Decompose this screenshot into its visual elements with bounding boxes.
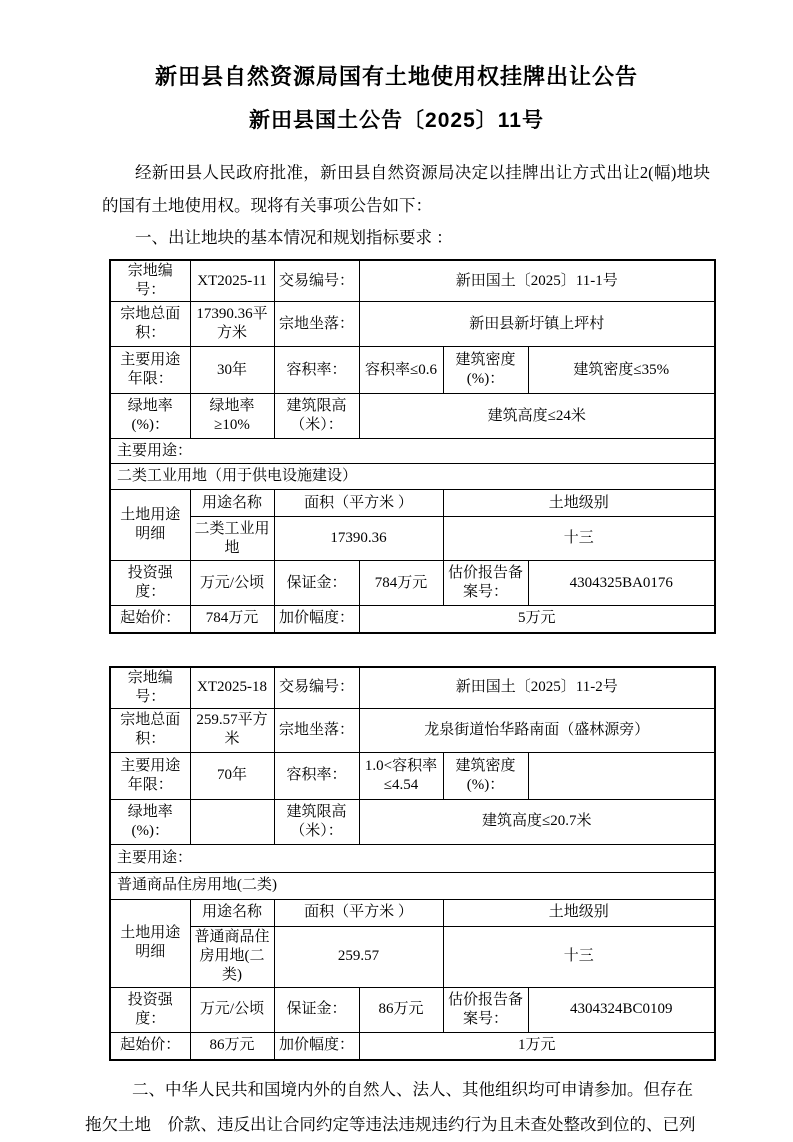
table-row [110, 1032, 715, 1060]
table-row [110, 844, 715, 872]
closing-paragraph-line-1: 二、中华人民共和国境内外的自然人、法人、其他组织均可申请参加。但存在 [132, 1080, 693, 1099]
green-rate-label: 绿地率(%)： [110, 799, 190, 844]
height-limit-label: 建筑限高（米）： [274, 799, 359, 844]
report-no-label: 估价报告备案号： [443, 987, 528, 1032]
deal-no-label: 交易编号： [274, 667, 359, 709]
height-limit-value: 建筑高度≤20.7米 [359, 799, 715, 844]
density-label: 建筑密度(%)： [443, 752, 528, 799]
table-row [110, 302, 715, 347]
use-name-value: 二类工业用地 [190, 517, 274, 561]
report-no-value: 4304325BA0176 [528, 561, 715, 606]
far-value: 1.0<容积率≤4.54 [359, 752, 443, 799]
table-row [110, 799, 715, 844]
total-area-label: 宗地总面积： [110, 708, 190, 752]
closing-paragraph-line-2: 拖欠土地 价款、违反出让合同约定等违法违规违约行为且未查处整改到位的、已列 [85, 1115, 696, 1134]
table-row [110, 517, 715, 561]
grade-header: 土地级别 [443, 899, 715, 926]
area-value: 259.57 [274, 926, 443, 987]
main-use-value: 二类工业用地（用于供电设施建设） [110, 464, 715, 490]
deposit-value: 86万元 [359, 987, 443, 1032]
table-row [110, 394, 715, 439]
parcel-no-value: XT2025-18 [190, 667, 274, 709]
increment-value: 5万元 [359, 606, 715, 633]
table-row [110, 987, 715, 1032]
table-row [110, 708, 715, 752]
area-header: 面积（平方米 ） [274, 899, 443, 926]
document-number: 新田县国土公告〔2025〕11号 [249, 109, 544, 132]
document-title: 新田县自然资源局国有土地使用权挂牌出让公告 [154, 64, 638, 89]
table-row [110, 872, 715, 899]
far-value: 容积率≤0.6 [359, 347, 443, 394]
location-value: 龙泉街道怡华路南面（盛林源旁） [359, 708, 715, 752]
start-price-value: 86万元 [190, 1032, 274, 1060]
parcel-no-label: 宗地编号： [110, 260, 190, 302]
density-value: 建筑密度≤35% [528, 347, 715, 394]
main-use-value: 普通商品住房用地(二类) [110, 872, 715, 899]
table-row [110, 752, 715, 799]
table-row [110, 667, 715, 709]
location-label: 宗地坐落： [274, 708, 359, 752]
grade-value: 十三 [443, 926, 715, 987]
total-area-value: 259.57平方米 [190, 708, 274, 752]
increment-value: 1万元 [359, 1032, 715, 1060]
table-row [110, 899, 715, 926]
table-row [110, 490, 715, 517]
increment-label: 加价幅度： [274, 1032, 359, 1060]
report-no-label: 估价报告备案号： [443, 561, 528, 606]
main-use-label: 主要用途： [110, 844, 715, 872]
table-row [110, 260, 715, 302]
deal-no-value: 新田国土〔2025〕11-2号 [359, 667, 715, 709]
invest-value: 万元/公顷 [190, 987, 274, 1032]
area-value: 17390.36 [274, 517, 443, 561]
invest-value: 万元/公顷 [190, 561, 274, 606]
parcel-table-2 [109, 666, 716, 1062]
start-price-value: 784万元 [190, 606, 274, 633]
increment-label: 加价幅度： [274, 606, 359, 633]
deal-no-label: 交易编号： [274, 260, 359, 302]
use-term-value: 30年 [190, 347, 274, 394]
start-price-label: 起始价： [110, 606, 190, 633]
start-price-label: 起始价： [110, 1032, 190, 1060]
table-row [110, 347, 715, 394]
deposit-label: 保证金： [274, 561, 359, 606]
deposit-label: 保证金： [274, 987, 359, 1032]
grade-value: 十三 [443, 517, 715, 561]
green-rate-value [190, 799, 274, 844]
far-label: 容积率： [274, 752, 359, 799]
table-row [110, 561, 715, 606]
height-limit-label: 建筑限高（米）： [274, 394, 359, 439]
parcel-no-value: XT2025-11 [190, 260, 274, 302]
main-use-label: 主要用途： [110, 439, 715, 464]
location-label: 宗地坐落： [274, 302, 359, 347]
report-no-value: 4304324BC0109 [528, 987, 715, 1032]
location-value: 新田县新圩镇上坪村 [359, 302, 715, 347]
area-header: 面积（平方米 ） [274, 490, 443, 517]
total-area-value: 17390.36平方米 [190, 302, 274, 347]
use-detail-label: 土地用途明细 [110, 490, 190, 561]
grade-header: 土地级别 [443, 490, 715, 517]
use-term-label: 主要用途年限： [110, 347, 190, 394]
section-1-heading: 一、出让地块的基本情况和规划指标要求 ： [135, 228, 453, 247]
far-label: 容积率： [274, 347, 359, 394]
green-rate-value: 绿地率≥10% [190, 394, 274, 439]
use-term-value: 70年 [190, 752, 274, 799]
table-row [110, 606, 715, 633]
closing-paragraph [85, 1072, 707, 1142]
parcel-no-label: 宗地编号： [110, 667, 190, 709]
use-name-value: 普通商品住房用地(二类) [190, 926, 274, 987]
invest-label: 投资强度： [110, 987, 190, 1032]
deal-no-value: 新田国土〔2025〕11-1号 [359, 260, 715, 302]
density-value [528, 752, 715, 799]
invest-label: 投资强度： [110, 561, 190, 606]
intro-paragraph: 经新田县人民政府批准，新田县自然资源局决定以挂牌出让方式出让2(幅)地块的国有土地使用权。现将有关事项公告如下： [102, 163, 710, 215]
deposit-value: 784万元 [359, 561, 443, 606]
density-label: 建筑密度(%)： [443, 347, 528, 394]
use-term-label: 主要用途年限： [110, 752, 190, 799]
use-name-header: 用途名称 [190, 490, 274, 517]
height-limit-value: 建筑高度≤24米 [359, 394, 715, 439]
table-row [110, 439, 715, 464]
total-area-label: 宗地总面积： [110, 302, 190, 347]
use-name-header: 用途名称 [190, 899, 274, 926]
parcel-table-1 [109, 259, 716, 634]
green-rate-label: 绿地率(%)： [110, 394, 190, 439]
table-row [110, 464, 715, 490]
use-detail-label: 土地用途明细 [110, 899, 190, 987]
table-row [110, 926, 715, 987]
